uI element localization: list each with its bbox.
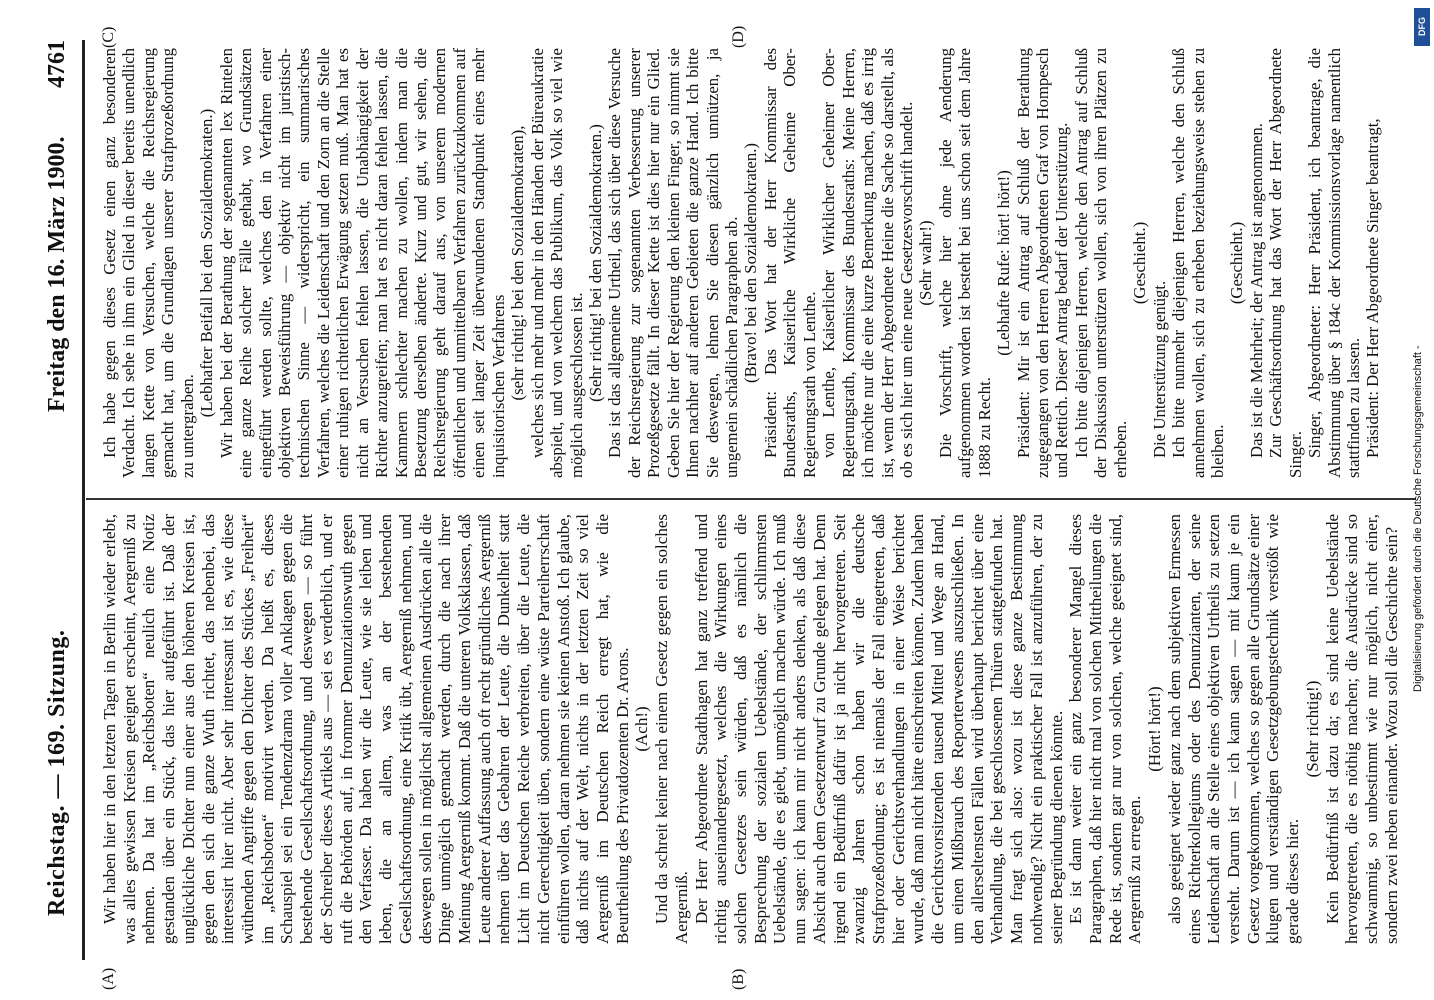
interjection: (Hört! hört!) (1145, 686, 1165, 772)
paragraph: Es ist dann weiter ein ganz besonderer Mangel dieses Paragraphen, daß hier nicht mal von solchen Mittheilungen die Rede ist, sondern gar nur von solchen, welche geeignet sind, Aergerniß zu erregen. (1066, 514, 1145, 944)
paragraph: Kein Bedürfniß ist dazu da; es sind keine Uebelstände hervorgetreten, die es nöthig machen; die Ausdrücke sind so schwammig, so unbestimmt wie nur möglich, nicht einer, sondern zwei neben einander. Wozu soll die Geschichte sein? (1322, 514, 1401, 944)
paragraph: Ich bitte diejenigen Herren, welche den Antrag auf Schluß der Diskussion unterstützen wollen, sich von ihren Plätzen zu erheben. (1071, 48, 1130, 478)
margin-mark-b: (B) (730, 968, 747, 990)
paragraph: Und da schreit keiner nach einem Gesetz gegen ein solches Aergerniß. (652, 514, 691, 944)
paragraph: Die Unterstützung genügt. (1149, 280, 1169, 458)
interjection: (Geschieht.) (1227, 221, 1247, 305)
interjection: (Sehr wahr!) (916, 220, 936, 306)
page-header (40, 40, 80, 972)
paragraph: Ich bitte nunmehr diejenigen Herren, welche den Schluß annehmen wollen, sich zu erheben beziehungsweise stehen zu bleiben. (1169, 48, 1227, 478)
speaker-paragraph: Präsident: Das Wort hat der Herr Kommissar des Bundesraths, Kaiserliche Wirkliche Geheime Ober-Regierungsrath von Lenthe. (760, 48, 819, 478)
page-number: 4761 (44, 40, 70, 88)
header-right-title: Freitag den 16. März 1900. (44, 136, 70, 412)
margin-mark-a: (A) (100, 967, 117, 990)
header-rule (82, 40, 85, 960)
paragraph: Ich habe gegen dieses Gesetz einen ganz besonderen Verdacht. Ich sehe in ihm ein Glied in dieser bereits unendlich langen Kette von Versuchen, welche die Reichsregierung gemacht hat, um die Grundlagen unserer Strafprozeßordnung zu untergraben. (100, 48, 197, 478)
interjection: (Lebhafter Beifall bei den Sozialdemokraten.) (197, 108, 217, 418)
speaker-paragraph: Singer, Abgeordneter: Herr Präsident, ich beantrage, die Abstimmung über § 184c der Kommissionsvorlage namentlich stattfinden zu lassen. (1305, 48, 1363, 478)
paragraph: Zur Geschäftsordnung hat das Wort der Herr Abgeordnete Singer. (1266, 48, 1305, 478)
paragraph: Die Vorschrift, welche hier ohne jede Aenderung aufgenommen worden ist besteht bei uns schon seit dem Jahre 1888 zu Recht. (935, 48, 994, 478)
paragraph: Das ist das allgemeine Urtheil, das sich über diese Versuche der Reichsregierung zur sogenannten Verbesserung unserer Prozeßgesetze fällt. In dieser Kette ist dies hier nur ein Glied. Geben Sie hier der Regierung den kleinen Finger, so nimmt sie Ihnen nachher auf anderen Gebieten die ganze Hand. Ich bitte Sie deswegen, lehnen Sie diesen gänzlich unnützen, ja ungemein schädlichen Paragraphen ab. (605, 48, 741, 478)
interjection: (Geschieht.) (1130, 221, 1150, 305)
interjection: (Bravo! bei den Sozialdemokraten.) (741, 143, 761, 383)
paragraph: welches sich mehr und mehr in den Händen der Büreaukratie abspielt, und von welchem das Publikum, das Volk so viel wie möglich ausgeschlossen ist. (527, 48, 586, 478)
speaker-paragraph: von Lenthe, Kaiserlicher Wirklicher Geheimer Ober-Regierungsrath, Kommissar des Bundesraths: Meine Herren, ich möchte nur die eine kurze Bemerkung machen, daß es irrig ist, wenn der Herr Abgeordnete Heine die Sache so darstellt, als ob es sich hier um eine neue Gesetzesvorschrift handelt. (819, 48, 916, 478)
interjection: (Ach!) (632, 706, 652, 752)
interjection: (Lebhafte Rufe: hört! hört!) (994, 170, 1014, 356)
paragraph: also geeignet wieder ganz nach dem subjektiven Ermessen eines Richterkollegiums oder des Denunzianten, der seine Leidenschaft an die Stelle eines objektiven Urtheils zu setzen versteht. Darum ist — ich kann sagen — mit kaum je ein Gesetz vorgekommen, welches so gegen alle Grundsätze einer klugen und verständigen Gesetzgebungstechnik verstößt wie gerade dieses hier. (1164, 514, 1303, 944)
speaker-paragraph: Präsident: Mir ist ein Antrag auf Schluß der Berathung zugegangen von den Herren Abgeordneten Graf von Hompesch und Rettich. Dieser Antrag bedarf der Unterstützung. (1013, 48, 1072, 478)
digitization-strip (1410, 0, 1434, 1000)
interjection: (Sehr richtig!) (1302, 680, 1322, 778)
paragraph: Wir haben bei der Berathung der sogenannten lex Rintelen eine ganze Reihe solcher Fälle gehabt, wo Grundsätzen eingeführt werden sollte, welches den in Verfahren einer objektiven Beweisführung — objektiv nicht im juristisch-technischen Sinne — widerspricht, ein summarisches Verfahren, welches die Leidenschaft und den Zorn an die Stelle einer ruhigen richterlichen Erwägung setzen muß. Man hat es nicht an Versuchen fehlen lassen, die Unabhängigkeit der Richter anzugreifen; man hat es nicht daran fehlen lassen, die Kammern schlechter machen zu wollen, indem man die Besetzung derselben änderte. Kurz und gut, wir sehen, die Reichsregierung geht darauf aus, von unserem modernen öffentlichen und unmittelbaren Verfahren zurückzukommen auf einen seit langer Zeit überwundenen Standpunkt eines mehr inquisitorischen Verfahrens (216, 48, 508, 478)
digitization-credit: Digitalisierung gefördert durch die Deutsche Forschungsgemeinschaft - (1412, 345, 1424, 692)
column-divider (86, 498, 1416, 500)
margin-mark-c: (C) (100, 26, 117, 48)
interjection: (sehr richtig! bei den Sozialdemokraten), (508, 125, 528, 401)
paragraph: Wir haben hier in den letzten Tagen in Berlin wieder erlebt, was alles gewissen Kreisen geeignet erscheint, Aergerniß zu nehmen. Da hat im „Reichsboten“ neulich eine Notiz gestanden über ein Stück, das hier aufgeführt ist. Daß der unglückliche Dichter nun einer aus den höheren Kreisen ist, gegen den sich die ganze Wuth richtet, das nebenbei, das interessirt hier nicht. Aber sehr interessant ist es, wie diese wüthenden Angriffe gegen den Dichter des Stückes „Freiheit“ im „Reichsboten“ motivirt werden. Da heißt es, dieses Schauspiel sei ein Tendenzdrama voller Anklagen gegen die bestehende Gesellschaftsordnung, und deswegen — so führt der Schreiber dieses Artikels aus — sei es verderblich, und er ruft die Behörden auf, in frommer Denunziationswuth gegen den Verfasser. Da haben wir die Leute, wie sie leiben und leben, die an allem, was an der bestehenden Gesellschaftsordnung, eine Kritik übt, Aergerniß nehmen, und deswegen sollen in möglichst allgemeinen Ausdrücken alle die Dinge unmöglich gemacht werden, durch die nach ihrer Meinung Aergerniß kommt. Daß die unteren Volksklassen, daß Leute anderer Auffassung auch oft recht gründliches Aergerniß nehmen über das Gebahren der Leute, die Dunkelheit statt Licht im Deutschen Reiche verbreiten, über die Leute, die nicht Gerechtigkeit üben, sondern eine wüste Parteiherrschaft einführen wollen, daran nehmen sie keinen Anstoß. Ich glaube, daß nichts auf der Welt, nichts in der letzten Zeit so viel Aergerniß im Deutschen Reich erregt hat, wie die Beurtheilung des Privatdozenten Dr. Arons. (100, 514, 632, 944)
dfg-logo: DFG (1414, 8, 1430, 46)
margin-mark-d: (D) (730, 25, 747, 48)
header-left-title: Reichstag. — 169. Sitzung. (44, 629, 70, 916)
paragraph: Der Herr Abgeordnete Stadthagen hat ganz treffend und richtig auseinandergesetzt, welches die Wirkungen eines solchen Gesetzes sein würden, daß es nämlich die Besprechung der sozialen Uebelstände, der schlimmsten Uebelstände, die es giebt, unmöglich machen würde. Ich muß nun sagen: ich kann mir nicht anders denken, als daß diese Absicht auch dem Gesetzentwurf zu Grunde gelegen hat. Denn irgend ein Bedürfniß dafür ist ja nicht hervorgetreten. Seit zwanzig Jahren schon haben wir die deutsche Strafprozeßordnung; es ist niemals der Fall eingetreten, daß hier oder Gerichtsverhandlungen in einer Weise berichtet wurde, daß man nicht hätte einschreiten können. Zudem haben die Gerichtsvorsitzenden tausend Mittel und Wege an Hand, um einen Mißbrauch des Reporterwesens auszuschließen. In den allerseltensten Fällen wird überhaupt berichtet über eine Verhandlung, die bei geschlossenen Thüren stattgefunden hat. Man fragt sich also: wozu ist diese ganze Bestimmung nothwendig? Nicht ein praktischer Fall ist anzuführen, der zu seiner Begründung dienen könnte. (691, 514, 1066, 944)
left-column (100, 514, 1401, 944)
right-column (100, 48, 1383, 478)
interjection: (Sehr richtig! bei den Sozialdemokraten.) (585, 124, 605, 402)
speaker-paragraph: Präsident: Der Herr Abgeordnete Singer beantragt, (1363, 118, 1383, 458)
paragraph: Das ist die Mehrheit; der Antrag ist angenommen. (1246, 123, 1266, 458)
